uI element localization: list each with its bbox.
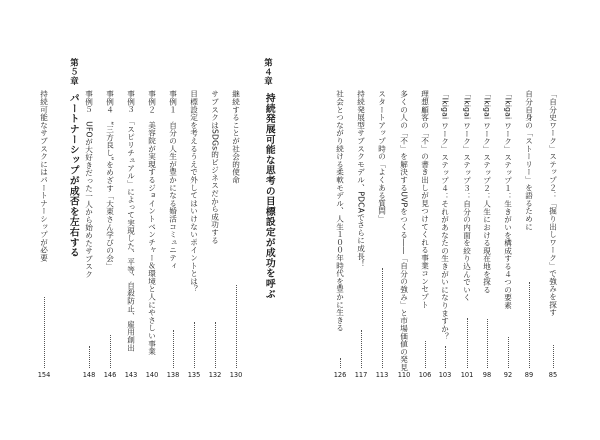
chapter-title[interactable]: 持続発展可能な思考の目標設定が成功を呼ぶ: [263, 93, 275, 299]
leader-dots: [445, 346, 446, 368]
page-number: 130: [229, 371, 243, 379]
page-number: 138: [166, 371, 180, 379]
page-number: 126: [333, 371, 347, 379]
leader-dots: [508, 337, 509, 368]
toc-entry[interactable]: 事例３ 「スピリチュアル」によって実現した、平等、自殺防止、雇用創出: [126, 90, 136, 352]
page-number: 113: [375, 371, 389, 379]
toc-entry[interactable]: 理想顧客の「不」の書き出しが見つけてくれる事業コンセプト: [420, 90, 430, 309]
toc-entry[interactable]: 社会とつながり続ける柔軟モデル、人生１００年時代を豊かに生きる: [335, 90, 345, 332]
page-number: 117: [354, 371, 368, 379]
leader-dots: [425, 341, 426, 368]
leader-dots: [467, 318, 468, 368]
page-number: 98: [482, 371, 492, 379]
toc-entry[interactable]: 持続発展型サブスクモデル、PDCAでさらに成長！: [356, 90, 366, 268]
page-number: 101: [460, 371, 474, 379]
chapter-label: 第４章: [263, 58, 274, 87]
toc-entry[interactable]: 持続可能なサブスクにはパートナーシップが必要: [39, 90, 49, 262]
page-number: 110: [397, 371, 411, 379]
chapter-title[interactable]: パートナーシップが成否を左右する: [67, 93, 79, 258]
leader-dots: [553, 345, 554, 368]
page-number: 103: [438, 371, 452, 379]
toc-entry[interactable]: 事例４ “三方良し”をめざす「大東さん学びの会」: [105, 90, 115, 270]
page-number: 140: [145, 371, 159, 379]
leader-dots: [89, 346, 90, 368]
page-number: 154: [37, 371, 51, 379]
page-number: 148: [82, 371, 96, 379]
leader-dots: [173, 330, 174, 368]
leader-dots: [44, 297, 45, 368]
leader-dots: [487, 319, 488, 368]
toc-entry[interactable]: 事例１ 自分の人生が豊かになる婚活コミュニティ: [168, 90, 178, 270]
toc-entry[interactable]: 「Ikigai ワーク」ステップ１：生きがいを構成する４つの要素: [503, 90, 513, 310]
toc-entry[interactable]: スタートアップ時の「よくある質問」: [377, 90, 387, 223]
toc-entry[interactable]: 「Ikigai ワーク」ステップ３：自分の内面を絞り込んでいく: [462, 90, 472, 302]
leader-dots: [382, 268, 383, 368]
page-number: 85: [548, 371, 558, 379]
toc-entry[interactable]: 継続することが社会的使命: [231, 90, 241, 184]
toc-entry[interactable]: 「Ikigai ワーク」ステップ４：それがあなたの生きがいになりますか？: [440, 90, 450, 341]
toc-entry[interactable]: 多くの人の「不」を解決するUVPをつくる――「自分の強み」と市場価値の発見: [399, 90, 409, 372]
page-number: 106: [418, 371, 432, 379]
leader-dots: [110, 335, 111, 368]
page-number: 132: [208, 371, 222, 379]
toc-entry[interactable]: 目標設定を考えるうえで外してはいけないポイントとは？: [189, 90, 199, 293]
toc-entry[interactable]: 「Ikigai ワーク」ステップ２：人生における現在地を探る: [482, 90, 492, 294]
chapter-label: 第５章: [69, 58, 80, 87]
page-number: 143: [124, 371, 138, 379]
toc-entry[interactable]: 「自分史ワーク」ステップ２：「掘り出しワーク」で強みを探す: [548, 90, 558, 317]
page-number: 89: [524, 371, 534, 379]
leader-dots: [529, 282, 530, 368]
page-number: 135: [187, 371, 201, 379]
toc-entry[interactable]: 事例５ UFOが大好きだった一人から始めたサブスク: [84, 90, 94, 279]
leader-dots: [361, 330, 362, 368]
toc-entry[interactable]: サブスクはSDGs的ビジネスだから成功する: [210, 90, 220, 244]
leader-dots: [194, 322, 195, 368]
page-number: 92: [503, 371, 513, 379]
toc-entry[interactable]: 事例２ 美容院が実現するジョイントベンチャー＆環境と人にやさしい事業: [147, 90, 157, 356]
leader-dots: [340, 358, 341, 368]
toc-entry[interactable]: 自分自身の「ストーリー」を語るために: [524, 90, 534, 231]
page-number: 146: [103, 371, 117, 379]
leader-dots: [215, 322, 216, 368]
leader-dots: [236, 285, 237, 368]
